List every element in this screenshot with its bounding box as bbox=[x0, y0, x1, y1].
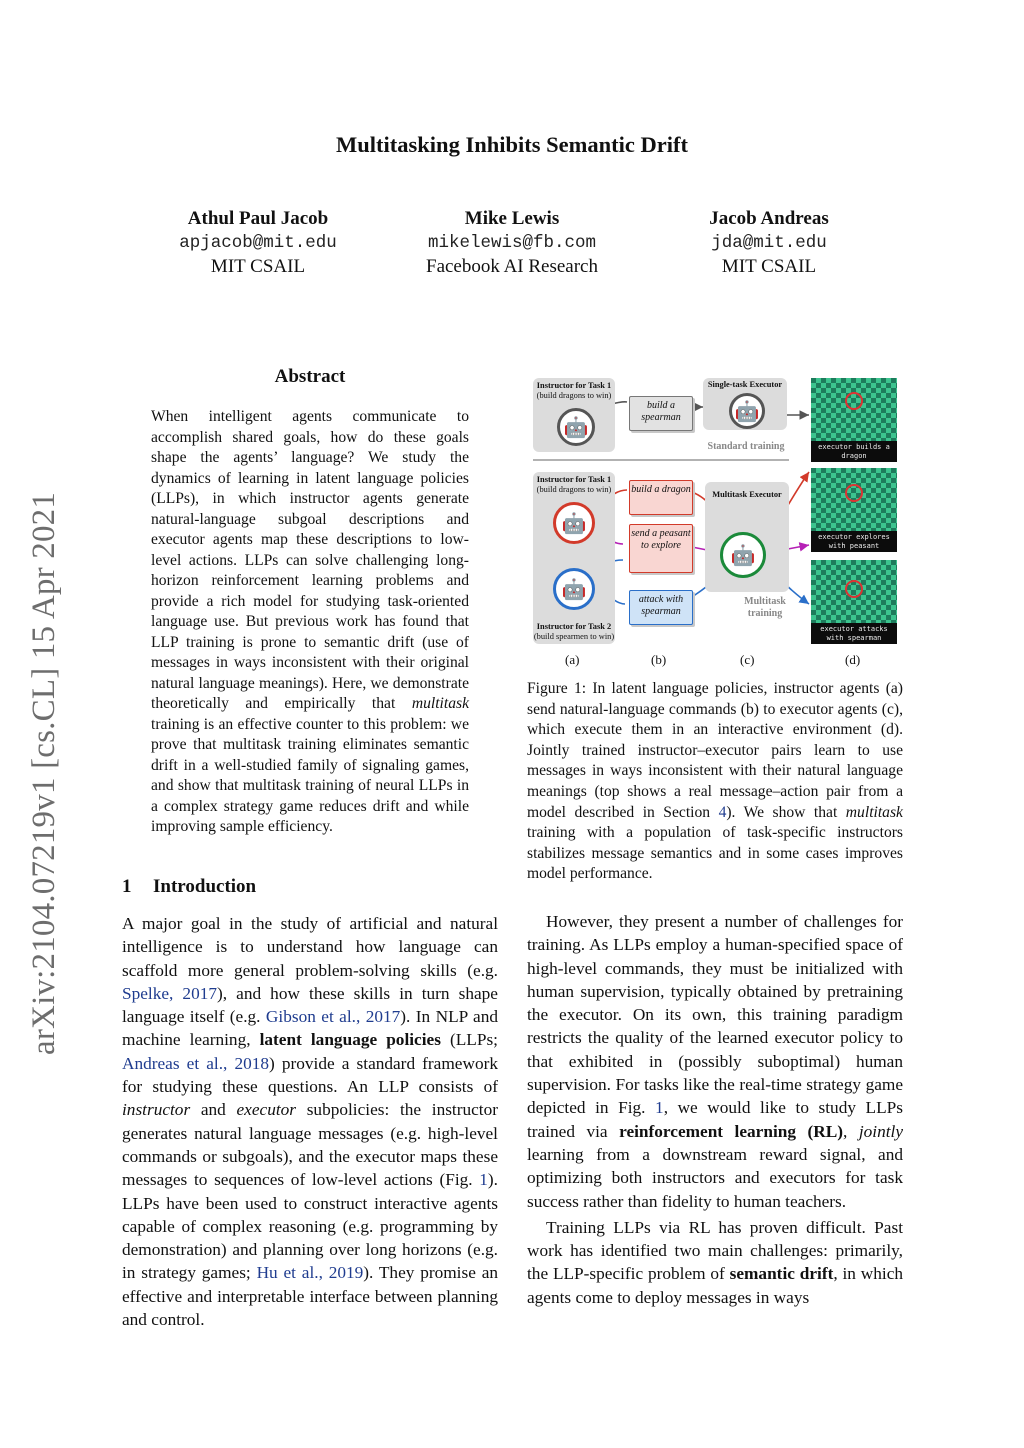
game-screenshot-2 bbox=[811, 468, 897, 552]
citation-link[interactable]: Hu et al., 2019 bbox=[256, 1263, 364, 1283]
panel-label-c: (c) bbox=[740, 652, 755, 667]
message-attack-spearman: attack with spearman bbox=[629, 590, 693, 625]
box-subtitle: (build dragons to win) bbox=[536, 485, 612, 494]
citation-link[interactable]: Spelke, 2017 bbox=[122, 983, 217, 1003]
paragraph: Training LLPs via RL has proven difficult. Past work has identified two main challenges: primarily, the LLP-specific problem of semantic drift, in which agents come to deploy messages in ways bbox=[527, 1217, 904, 1307]
game-caption: executor builds a dragon bbox=[811, 441, 897, 462]
panel-label-b: (b) bbox=[651, 652, 667, 667]
abstract-text bbox=[151, 407, 469, 838]
game-caption: executor explores with peasant bbox=[811, 531, 897, 552]
message-build-dragon: build a dragon bbox=[629, 480, 693, 515]
box-title: Instructor for Task 2 bbox=[536, 622, 612, 631]
box-title: Single-task Executor bbox=[707, 380, 783, 389]
figure-1 bbox=[527, 372, 903, 672]
section-title: Introduction bbox=[153, 876, 257, 897]
bold-term: semantic drift bbox=[729, 1264, 834, 1284]
abstract-text-part: training is an effective counter to this problem: we prove that multitask training eliminates semantic drift in a well-studied family of signaling games, and show that multitask training of neural LLPs in a complex strategy game reduces drift and while improving sample efficiency. bbox=[151, 715, 469, 835]
abstract-emphasis: multitask bbox=[411, 695, 469, 712]
instructor-task1-top-box bbox=[533, 378, 615, 452]
section-heading bbox=[122, 876, 256, 898]
highlight-ring bbox=[845, 484, 863, 502]
single-task-executor-box bbox=[703, 378, 787, 430]
author-affiliation: MIT CSAIL bbox=[721, 256, 817, 277]
panel-label-d: (d) bbox=[845, 652, 861, 667]
robot-icon: 🤖 bbox=[729, 393, 765, 429]
author-block-3 bbox=[649, 207, 889, 279]
intro-left-paragraph: A major goal in the study of artificial and natural intelligence is to understand how language can scaffold more general problem-solving skills (e.g. Spelke, 2017), and how these skills in turn shape language itself (e.g. Gibson et al., 2017). In NLP and machine learning, latent language policies (LLPs; Andreas et al., 2018) provide a standard framework for studying these questions. An LLP consists of instructor and executor subpolicies: the instructor generates natural language messages (e.g. high-level commands or subgoals), and the executor maps these messages to sequences of low-level actions (Fig. 1). LLPs have been used to construct interactive agents capable of complex reasoning (e.g. programming by demonstration) and planning over long horizons (e.g. in strategy games; Hu et al., 2019). They promise an effective and interpretable interface between planning and control. bbox=[122, 914, 499, 1330]
box-subtitle: (build spearmen to win) bbox=[533, 632, 615, 641]
message-send-peasant: send a peasant to explore bbox=[629, 524, 693, 573]
multitask-training-label: Multitask training bbox=[744, 596, 786, 619]
paper-title: Multitasking Inhibits Semantic Drift bbox=[336, 132, 688, 157]
author-affiliation: Facebook AI Research bbox=[426, 256, 598, 277]
author-email: mikelewis@fb.com bbox=[427, 233, 597, 253]
section-ref-link[interactable]: 4 bbox=[718, 803, 727, 821]
robot-icon: 🤖 bbox=[553, 502, 595, 544]
abstract-heading: Abstract bbox=[274, 366, 346, 387]
box-subtitle: (build dragons to win) bbox=[536, 391, 612, 400]
section-number: 1 bbox=[122, 876, 132, 897]
citation-link[interactable]: Gibson et al., 2017 bbox=[265, 1007, 401, 1027]
author-name: Athul Paul Jacob bbox=[187, 208, 329, 229]
paragraph: However, they present a number of challenges for training. As LLPs employ a human-specified space of high-level commands, they must be initialized with human supervision, typically obtained by pretraining the executor. On its own, this training paradigm restricts the quality of the learned executor policy to that exhibited in (possibly suboptimal) human supervision. For tasks like the real-time strategy game depicted in Fig. 1, we would like to study LLPs trained via reinforcement learning (RL), jointly learning from a downstream reward signal, and optimizing both instructors and executors for task success rather than fidelity to human teachers. bbox=[527, 912, 904, 1211]
standard-training-label: Standard training bbox=[707, 441, 785, 452]
author-affiliation: MIT CSAIL bbox=[210, 256, 306, 277]
author-email: jda@mit.edu bbox=[711, 233, 827, 253]
game-screenshot-3 bbox=[811, 560, 897, 644]
bold-term: reinforcement learning (RL) bbox=[619, 1121, 844, 1141]
instructors-multitask-box bbox=[533, 472, 615, 644]
author-email: apjacob@mit.edu bbox=[179, 233, 337, 253]
highlight-ring bbox=[845, 392, 863, 410]
intro-right-column bbox=[527, 910, 903, 1309]
figure-ref-link[interactable]: 1 bbox=[479, 1170, 488, 1190]
message-build-spearman: build a spearman bbox=[629, 396, 693, 431]
arxiv-identifier: arXiv:2104.07219v1 [cs.CL] 15 Apr 2021 bbox=[26, 491, 62, 1055]
multitask-executor-box bbox=[705, 482, 789, 592]
author-block-2 bbox=[392, 207, 632, 279]
author-block-1 bbox=[138, 207, 378, 279]
box-title: Instructor for Task 1 bbox=[536, 475, 612, 484]
author-name: Mike Lewis bbox=[464, 208, 560, 229]
robot-icon: 🤖 bbox=[720, 532, 766, 578]
bold-term: latent language policies bbox=[259, 1030, 441, 1050]
figure-caption: Figure 1: In latent language policies, instructor agents (a) send natural-language commands (b) to executor agents (c), which execute them in an interactive environment (d). Jointly trained instructor–executor pairs learn to use messages in ways inconsistent with their natural language meanings (top shows a real message–action pair from a model described in Section 4). We show that multitask training with a population of task-specific instructors stabilizes message semantics and in some cases improves model performance. bbox=[527, 680, 903, 883]
author-name: Jacob Andreas bbox=[709, 208, 829, 229]
robot-icon: 🤖 bbox=[553, 568, 595, 610]
citation-link[interactable]: Andreas et al., 2018 bbox=[122, 1053, 270, 1073]
highlight-ring bbox=[845, 580, 863, 598]
box-title: Multitask Executor bbox=[712, 490, 782, 499]
game-caption: executor attacks with spearman bbox=[811, 623, 897, 644]
robot-icon: 🤖 bbox=[557, 408, 595, 446]
game-screenshot-1 bbox=[811, 378, 897, 462]
box-title: Instructor for Task 1 bbox=[536, 381, 612, 390]
figure-ref-link[interactable]: 1 bbox=[655, 1098, 664, 1118]
abstract-text-part: When intelligent agents communicate to accomplish shared goals, how do these goals shape the agents’ language? We study the dynamics of learning in latent language policies (LLPs), in which instructor agents generate natural-language subgoal descriptions and executor agents map these descriptions to low-level actions. LLPs can solve challenging long-horizon reinforcement learning problems and provide a rich model for studying task-oriented language use. But previous work has found that LLP training is prone to semantic drift (use of messages in ways inconsistent with their original natural language meanings). Here, we demonstrate theoretically and empirically that bbox=[151, 408, 469, 712]
panel-label-a: (a) bbox=[565, 652, 580, 667]
